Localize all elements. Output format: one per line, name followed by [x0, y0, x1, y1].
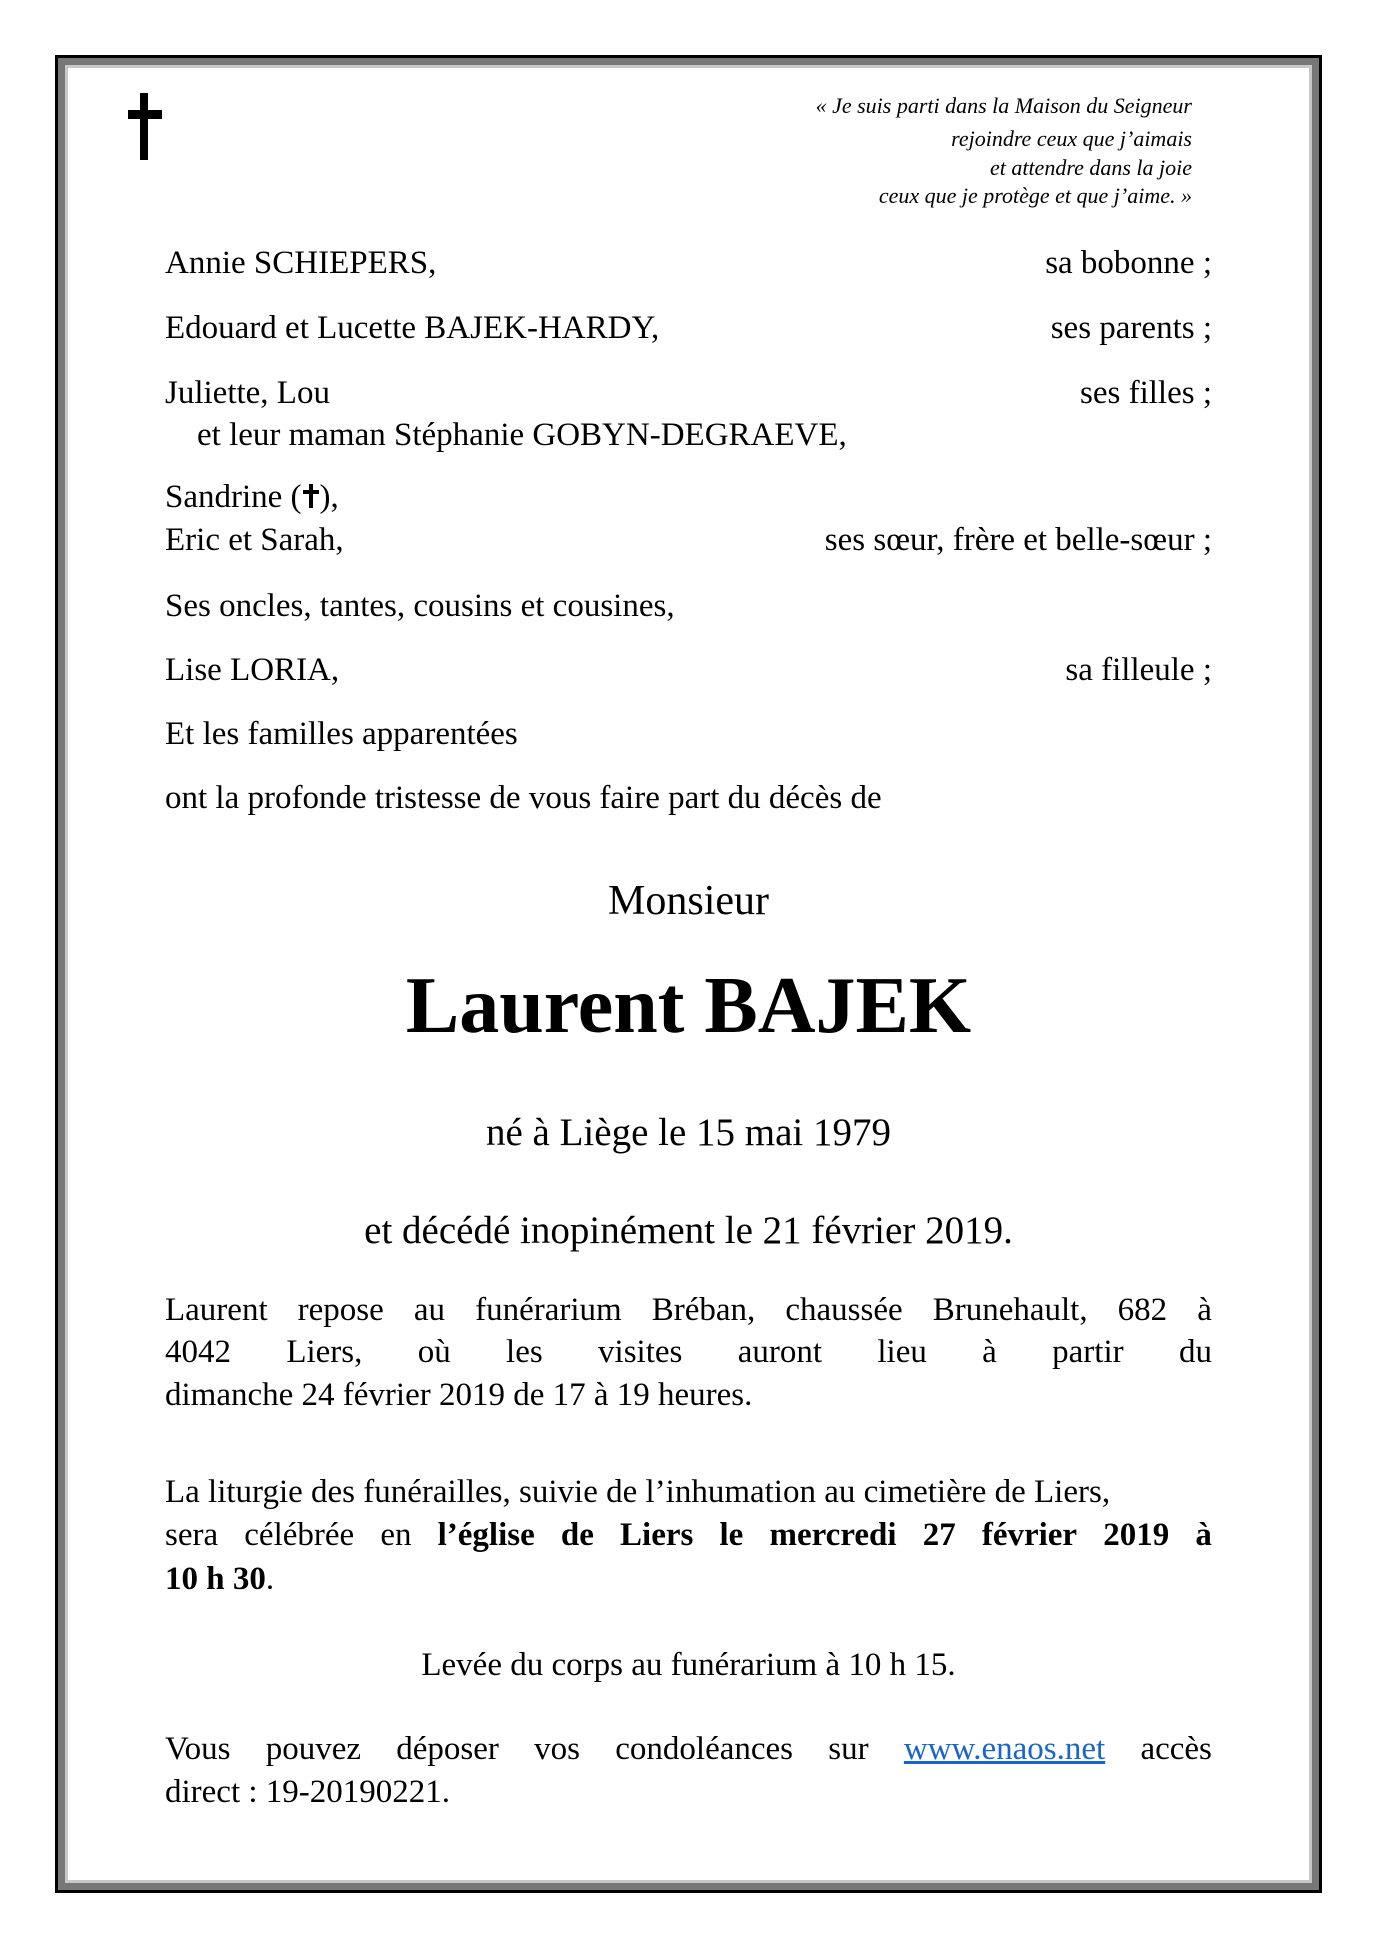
- word: chaussée: [785, 1292, 903, 1328]
- family-names: Edouard et Lucette BAJEK-HARDY,: [165, 310, 660, 346]
- word: où: [417, 1334, 451, 1370]
- family-relation: ses sœur, frère et belle-sœur ;: [824, 522, 1212, 558]
- word: auront: [737, 1334, 823, 1370]
- bold-word: mercredi: [769, 1517, 897, 1553]
- bold-word: février: [981, 1517, 1078, 1553]
- family-names-sub: et leur maman Stéphanie GOBYN-DEGRAEVE,: [197, 417, 847, 453]
- quote-line: ceux que je protège et que j’aime. »: [878, 183, 1192, 208]
- cross-icon: [128, 93, 162, 160]
- word: visites: [598, 1334, 683, 1370]
- bold-word: 27: [922, 1517, 956, 1553]
- funeral-line: La liturgie des funérailles, suivie de l’inhumation au cimetière de Liers,: [165, 1474, 1111, 1510]
- family-names-part: ),: [319, 479, 339, 515]
- bold-word: à: [1195, 1517, 1212, 1553]
- quote-line: et attendre dans la joie: [989, 155, 1192, 180]
- word: sur: [828, 1731, 869, 1767]
- condolences-line: [165, 1733, 1212, 1766]
- word: célébrée: [244, 1517, 355, 1553]
- word: pouvez: [265, 1731, 361, 1767]
- word: accès: [1140, 1731, 1212, 1767]
- word: Liers,: [286, 1334, 363, 1370]
- family-names: Lise LORIA,: [165, 652, 340, 688]
- word: 4042: [165, 1334, 231, 1370]
- word: Bréban,: [651, 1292, 756, 1328]
- funeral-line: [165, 1519, 1212, 1552]
- birth-info: né à Liège le 15 mai 1979: [485, 1111, 892, 1154]
- condolences-line: direct : 19-20190221.: [165, 1774, 451, 1810]
- deceased-cross-icon: [303, 484, 319, 508]
- word: du: [1178, 1334, 1212, 1370]
- deceased-name: Laurent BAJEK: [405, 962, 972, 1050]
- funeral-time: 10 h 30: [165, 1561, 266, 1597]
- announcement: ont la profonde tristesse de vous faire part du décès de: [165, 780, 882, 816]
- quote-line: « Je suis parti dans la Maison du Seigneur: [815, 93, 1192, 118]
- word: 682: [1117, 1292, 1168, 1328]
- family-names: Annie SCHIEPERS,: [165, 245, 437, 281]
- word: à: [1197, 1292, 1212, 1328]
- visitation-line: [165, 1294, 1212, 1327]
- visitation-line: [165, 1336, 1212, 1369]
- word: partir: [1052, 1334, 1124, 1370]
- word: Vous: [165, 1731, 231, 1767]
- website-link[interactable]: www.enaos.net: [903, 1731, 1106, 1767]
- word: lieu: [877, 1334, 927, 1370]
- bold-word: l’église: [437, 1517, 535, 1553]
- word: Laurent: [165, 1292, 268, 1328]
- word: déposer: [396, 1731, 499, 1767]
- quote-line: rejoindre ceux que j’aimais: [951, 126, 1192, 151]
- family-relation: sa bobonne ;: [1045, 245, 1212, 281]
- levee-info: Levée du corps au funérarium à 10 h 15.: [421, 1647, 956, 1683]
- family-names: Eric et Sarah,: [165, 522, 344, 558]
- family-names: [165, 481, 339, 514]
- family-names: Et les familles apparentées: [165, 716, 518, 752]
- funeral-period: .: [265, 1561, 275, 1597]
- family-relation: ses filles ;: [1080, 375, 1212, 411]
- bold-word: le: [719, 1517, 744, 1553]
- visitation-line: dimanche 24 février 2019 de 17 à 19 heures.: [165, 1377, 753, 1413]
- funeral-line: [165, 1563, 274, 1596]
- family-names: Ses oncles, tantes, cousins et cousines,: [165, 588, 675, 624]
- word: vos: [534, 1731, 580, 1767]
- word: sera: [165, 1517, 219, 1553]
- word: condoléances: [615, 1731, 794, 1767]
- word: en: [380, 1517, 412, 1553]
- word: repose: [297, 1292, 384, 1328]
- word: à: [982, 1334, 997, 1370]
- deceased-title: Monsieur: [608, 878, 769, 924]
- family-relation: sa filleule ;: [1065, 652, 1212, 688]
- word: Brunehault,: [932, 1292, 1088, 1328]
- bold-word: 2019: [1103, 1517, 1170, 1553]
- family-relation: ses parents ;: [1050, 310, 1212, 346]
- bold-word: Liers: [620, 1517, 694, 1553]
- family-names-part: Sandrine (: [165, 479, 302, 515]
- word: les: [506, 1334, 543, 1370]
- bold-word: de: [560, 1517, 594, 1553]
- family-names: Juliette, Lou: [165, 375, 330, 411]
- word: funérarium: [475, 1292, 622, 1328]
- death-info: et décédé inopinément le 21 février 2019.: [364, 1209, 1013, 1252]
- word: au: [413, 1292, 446, 1328]
